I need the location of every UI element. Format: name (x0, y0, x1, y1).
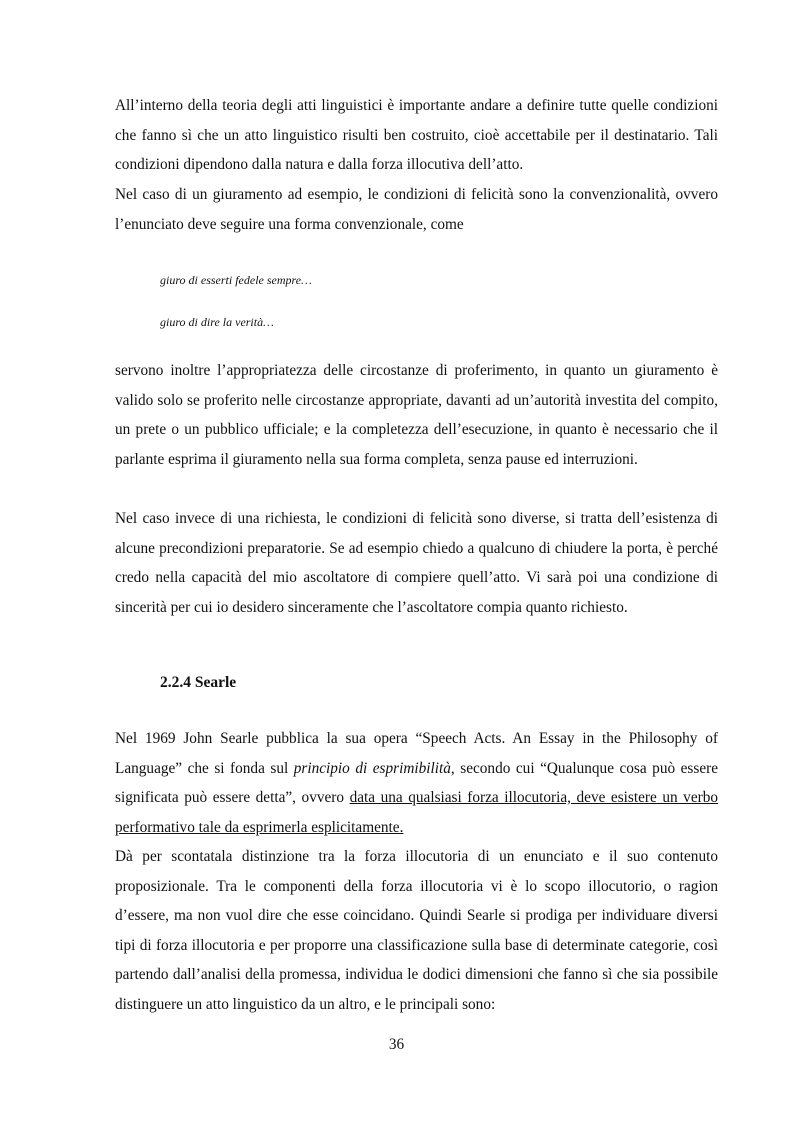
paragraph-searle-speech-acts (115, 724, 718, 842)
principle-of-expressibility: principio di esprimibilità (293, 759, 451, 777)
example-oath-truth: giuro di dire la verità… (160, 315, 274, 329)
paragraph-circumstances: servono inoltre l’appropriatezza delle circostanze di proferimento, in quanto un giuramento è valido solo se proferito nelle circostanze appropriate, davanti ad un’autorità investita del compito, un prete o un pubblico ufficiale; e la completezza dell’esecuzione, in quanto è necessario che il parlante esprima il giuramento nella sua forma completa, senza pause ed interruzioni. (115, 362, 718, 468)
paragraph-illocutionary-force: Dà per scontatala distinzione tra la forza illocutoria di un enunciato e il suo contenuto proposizionale. Tra le componenti della forza illocutoria vi è lo scopo illocutorio, o ragion d’essere, ma non vuol dire che esse coincidano. Quindi Searle si prodiga per individuare diversi tipi di forza illocutoria e per proporre una classificazione sulla base di determinate categorie, così partendo dall’analisi della promessa, individua le dodici dimensioni che fanno sì che sia possibile distinguere un atto linguistico da un altro, e le principali sono: (115, 848, 718, 1013)
searle-text-middle: , secondo cui “Qualunque cosa può essere significata può essere detta”, ovvero (115, 759, 718, 806)
paragraph-oath-conditions: Nel caso di un giuramento ad esempio, le condizioni di felicità sono la convenzionalità, ovvero l’enunciato deve seguire una forma convenzionale, come (115, 186, 718, 233)
section-heading-searle: 2.2.4 Searle (160, 674, 237, 691)
page-number: 36 (388, 1036, 405, 1053)
searle-text-start: Nel 1969 John Searle pubblica la sua opera “Speech Acts. An Essay in the Philosophy of Language” che si fonda sul (115, 730, 718, 777)
paragraph-intro-conditions: All’interno della teoria degli atti linguistici è importante andare a definire tutte quelle condizioni che fanno sì che un atto linguistico risulti ben costruito, cioè accettabile per il destinatario. Tali condizioni dipendono dalla natura e dalla forza illocutiva dell’atto. (115, 97, 718, 173)
example-oath-faithful: giuro di esserti fedele sempre… (160, 273, 312, 287)
paragraph-request-conditions: Nel caso invece di una richiesta, le condizioni di felicità sono diverse, si tratta dell’esistenza di alcune precondizioni preparatorie. Se ad esempio chiedo a qualcuno di chiudere la porta, è perché credo nella capacità del mio ascoltatore di compiere quell’atto. Vi sarà poi una condizione di sincerità per cui io desidero sinceramente che l’ascoltatore compia quanto richiesto. (115, 510, 718, 616)
underlined-performative-statement: data una qualsiasi forza illocutoria, deve esistere un verbo performativo tale da esprimerla esplicitamente. (115, 789, 719, 836)
